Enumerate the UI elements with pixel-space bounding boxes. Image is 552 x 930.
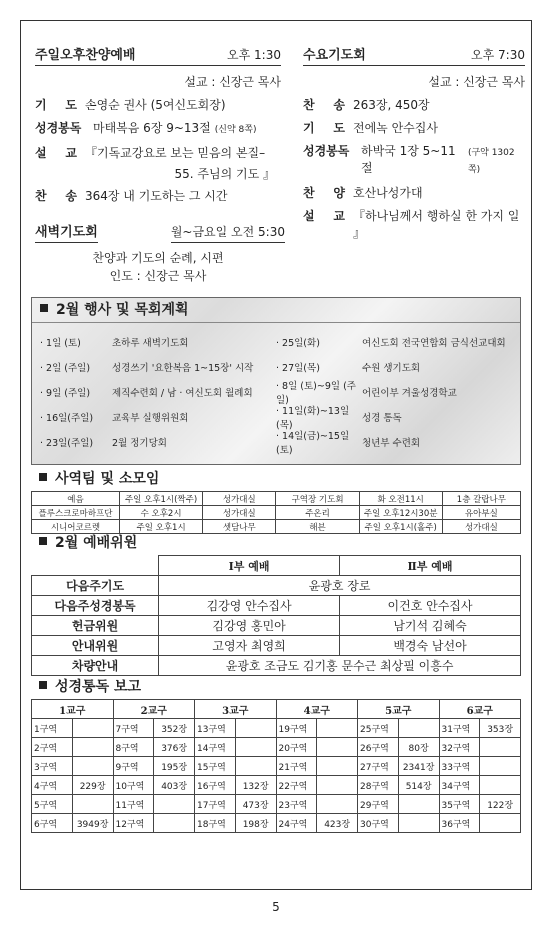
reading-header: 3교구 — [195, 700, 277, 719]
dawn-info — [35, 249, 281, 285]
service-label — [303, 208, 353, 225]
reading-group: 31구역 — [439, 719, 480, 738]
wednesday-time: 오후 7:30 — [471, 48, 525, 62]
event-date: · 27일(목) — [276, 362, 320, 374]
worship-people-1: 김강영 홍민아 — [159, 616, 340, 636]
worship-people-1: 고영자 최영희 — [159, 636, 340, 656]
reading-count: 376장 — [154, 738, 195, 757]
reading-title: 성경통독 보고 — [31, 677, 521, 697]
label-char: 도 — [65, 98, 77, 112]
service-label — [35, 120, 93, 137]
ministry-cell: 성가대실 — [442, 520, 520, 534]
reading-count — [235, 757, 276, 776]
reading-group: 4구역 — [32, 776, 73, 795]
reading-count — [72, 795, 113, 814]
ministry-table — [31, 491, 521, 534]
afternoon-worship — [35, 41, 285, 285]
label-char: 송 — [65, 189, 77, 203]
ministry-cell: 예음 — [32, 492, 120, 506]
events-title: 2월 행사 및 목회계획 — [32, 298, 520, 323]
reading-count: 423장 — [317, 814, 358, 833]
reading-group: 1구역 — [32, 719, 73, 738]
label-char: 기 — [303, 121, 315, 135]
event-date: · 23일(주일) — [40, 437, 94, 449]
reading-row — [32, 776, 521, 795]
reading-header: 6교구 — [439, 700, 521, 719]
ministry-cell: 셋담나무 — [203, 520, 276, 534]
worship-row — [32, 656, 521, 676]
event-date: · 9일 (주일) — [40, 387, 91, 399]
event-date: · 11일(화)~13일(목) — [276, 405, 350, 431]
label-char: 도 — [333, 121, 345, 135]
event-date: · 2일 (주일) — [40, 362, 91, 374]
service-label — [303, 120, 353, 137]
reading-table — [31, 699, 521, 833]
label-char: 찬 — [303, 186, 315, 200]
event-text: 제직수련회 / 남 · 여신도회 월례회 — [112, 387, 253, 399]
reading-header: 5교구 — [358, 700, 440, 719]
reading-row — [32, 757, 521, 776]
reading-row — [32, 814, 521, 833]
ministry-cell: 화 오전11시 — [359, 492, 442, 506]
dawn-title: 새벽기도회 — [35, 221, 98, 243]
ministry-cell: 주일 오후1시(짝주) — [120, 492, 203, 506]
ministry-cell: 구역장 기도회 — [276, 492, 359, 506]
label-char: 양 — [333, 186, 345, 200]
page-number: 5 — [272, 900, 280, 914]
event-date: · 8일 (토)~9일 (주일) — [276, 380, 356, 406]
events-right — [276, 329, 512, 454]
dawn-header — [35, 221, 285, 243]
label-char: 성경봉독 — [35, 121, 82, 135]
service-row — [35, 120, 281, 139]
service-row — [303, 143, 525, 179]
reading-group: 24구역 — [276, 814, 317, 833]
label-char: 찬 — [35, 189, 47, 203]
service-label — [35, 97, 85, 114]
reading-count — [154, 795, 195, 814]
worship-head-2: Ⅱ부 예배 — [340, 556, 521, 576]
reading-count: 353장 — [480, 719, 521, 738]
label-char: 송 — [333, 98, 345, 112]
reading-count — [480, 814, 521, 833]
reading-group: 18구역 — [195, 814, 236, 833]
reading-header-row — [32, 700, 521, 719]
worship-role: 차량안내 — [32, 656, 159, 676]
event-item — [40, 429, 276, 454]
ministry-row — [32, 520, 521, 534]
worship-people-1: 김강영 안수집사 — [159, 596, 340, 616]
wednesday-header — [303, 41, 525, 66]
reading-count — [398, 719, 439, 738]
reading-group: 9구역 — [113, 757, 154, 776]
event-item — [276, 329, 512, 354]
reading-count — [398, 795, 439, 814]
square-bullet-icon — [39, 537, 47, 545]
label-char: 설 — [35, 146, 47, 160]
dawn-line1: 찬양과 기도의 순례, 시편 — [92, 251, 224, 265]
service-value: 364장 내 기도하는 그 시간 — [85, 189, 228, 203]
event-item — [40, 379, 276, 404]
reading-count: 403장 — [154, 776, 195, 795]
reading-group: 12구역 — [113, 814, 154, 833]
reading-group: 33구역 — [439, 757, 480, 776]
reading-count — [480, 738, 521, 757]
reading-count: 195장 — [154, 757, 195, 776]
ministry-cell: 유아부실 — [442, 506, 520, 520]
service-label — [303, 185, 353, 202]
worship-people-2: 남기석 김혜숙 — [340, 616, 521, 636]
event-text: 청년부 수련회 — [362, 437, 421, 449]
square-bullet-icon — [39, 681, 47, 689]
event-item — [40, 404, 276, 429]
reading-group: 16구역 — [195, 776, 236, 795]
reading-count: 514장 — [398, 776, 439, 795]
worship-people-2: 이건호 안수집사 — [340, 596, 521, 616]
square-bullet-icon — [40, 304, 48, 312]
event-date: · 16일(주일) — [40, 412, 94, 424]
reading-count: 229장 — [72, 776, 113, 795]
reading-count: 473장 — [235, 795, 276, 814]
service-row — [303, 97, 525, 114]
event-item — [276, 354, 512, 379]
ministry-cell: 주온리 — [276, 506, 359, 520]
afternoon-time: 오후 1:30 — [227, 48, 281, 62]
reading-group: 19구역 — [276, 719, 317, 738]
event-date: · 1일 (토) — [40, 337, 81, 349]
reading-group: 28구역 — [358, 776, 399, 795]
reading-count — [480, 757, 521, 776]
reading-count — [235, 719, 276, 738]
reading-group: 22구역 — [276, 776, 317, 795]
service-row — [35, 97, 281, 114]
reading-count — [154, 814, 195, 833]
reading-group: 14구역 — [195, 738, 236, 757]
reading-count: 132장 — [235, 776, 276, 795]
ministry-row — [32, 506, 521, 520]
reading-group: 35구역 — [439, 795, 480, 814]
service-row — [35, 188, 281, 205]
reading-count — [72, 738, 113, 757]
event-text: 2월 정기당회 — [112, 437, 167, 449]
reading-group: 25구역 — [358, 719, 399, 738]
ministry-cell: 플루스크로마하프단 — [32, 506, 120, 520]
event-item — [276, 379, 512, 404]
reading-group: 29구역 — [358, 795, 399, 814]
label-char: 설 — [303, 209, 315, 223]
events-box — [31, 297, 521, 465]
reading-group: 26구역 — [358, 738, 399, 757]
label-char: 기 — [35, 98, 47, 112]
ministry-cell: 주일 오후1시(홀주) — [359, 520, 442, 534]
reading-group: 10구역 — [113, 776, 154, 795]
label-char: 교 — [65, 146, 77, 160]
service-label — [35, 188, 85, 205]
wednesday-preacher: 설교 : 신장근 목사 — [428, 75, 525, 89]
reading-count: 198장 — [235, 814, 276, 833]
ministry-cell: 주일 오후12시30분 — [359, 506, 442, 520]
dawn-line2: 인도 : 신장근 목사 — [109, 269, 207, 283]
event-item — [276, 429, 512, 454]
label-char: 교 — [333, 209, 345, 223]
service-value: 263장, 450장 — [353, 98, 430, 112]
reading-count — [72, 719, 113, 738]
event-text: 초하루 새벽기도회 — [112, 337, 189, 349]
ministry-cell: 해븐 — [276, 520, 359, 534]
worship-header-row — [32, 556, 521, 576]
worship-corner — [32, 556, 159, 576]
worship-role: 다음주성경봉독 — [32, 596, 159, 616]
worship-people-2: 백경숙 남선아 — [340, 636, 521, 656]
reading-header: 2교구 — [113, 700, 195, 719]
reading-row — [32, 738, 521, 757]
reading-header: 4교구 — [276, 700, 358, 719]
reading-count — [235, 738, 276, 757]
ministry-cell: 수 오후2시 — [120, 506, 203, 520]
event-item — [276, 404, 512, 429]
service-value: 호산나성가대 — [353, 186, 423, 200]
page-frame — [20, 20, 532, 890]
reading-group: 8구역 — [113, 738, 154, 757]
event-text: 성경 통독 — [362, 412, 402, 424]
reading-count — [317, 795, 358, 814]
reading-group: 7구역 — [113, 719, 154, 738]
afternoon-title: 주일오후찬양예배 — [35, 48, 136, 63]
event-text: 성경쓰기 '요한복음 1~15장' 시작 — [112, 362, 254, 374]
event-text: 수원 생기도회 — [362, 362, 421, 374]
dawn-time: 월~금요일 오전 5:30 — [171, 223, 285, 243]
worship-role: 헌금위원 — [32, 616, 159, 636]
event-item — [40, 354, 276, 379]
worship-row — [32, 636, 521, 656]
reading-count: 3949장 — [72, 814, 113, 833]
reading-row — [32, 795, 521, 814]
reading-group: 15구역 — [195, 757, 236, 776]
ministry-cell: 1층 갈랍나무 — [442, 492, 520, 506]
service-value: 『하나님께서 행하실 한 가지 일 』 — [353, 209, 520, 240]
worship-title: 2월 예배위원 — [31, 533, 521, 553]
ministry-row — [32, 492, 521, 506]
reading-group: 2구역 — [32, 738, 73, 757]
event-date: · 25일(화) — [276, 337, 320, 349]
service-value-cont: 55. 주님의 기도 』 — [174, 167, 275, 181]
reading-group: 36구역 — [439, 814, 480, 833]
reading-count — [317, 738, 358, 757]
service-value: 손영순 권사 (5여신도회장) — [85, 98, 226, 112]
service-label — [303, 143, 361, 160]
reading-count — [398, 814, 439, 833]
reading-group: 30구역 — [358, 814, 399, 833]
reading-count: 80장 — [398, 738, 439, 757]
reading-count — [317, 719, 358, 738]
ministry-title: 사역팀 및 소모임 — [31, 469, 521, 489]
reading-group: 13구역 — [195, 719, 236, 738]
event-text: 교육부 실행위원회 — [112, 412, 189, 424]
service-label — [303, 97, 353, 114]
service-label — [35, 145, 85, 162]
square-bullet-icon — [39, 473, 47, 481]
service-value: 하박국 1장 5~11절 — [361, 144, 456, 175]
label-char: 찬 — [303, 98, 315, 112]
event-item — [40, 329, 276, 354]
reading-count: 352장 — [154, 719, 195, 738]
reading-count: 122장 — [480, 795, 521, 814]
page-ref: (구약 1302쪽) — [467, 148, 515, 175]
worship-row — [32, 616, 521, 636]
event-text: 여신도회 전국연합회 금식선교대회 — [362, 337, 506, 349]
reading-group: 3구역 — [32, 757, 73, 776]
ministry-cell: 주일 오후1시 — [120, 520, 203, 534]
reading-count — [317, 776, 358, 795]
reading-count — [317, 757, 358, 776]
reading-row — [32, 719, 521, 738]
service-value: 마태복음 6장 9~13절 — [93, 121, 211, 135]
reading-group: 11구역 — [113, 795, 154, 814]
ministry-cell: 성가대실 — [203, 506, 276, 520]
wednesday-title: 수요기도회 — [303, 48, 366, 63]
reading-count — [72, 757, 113, 776]
service-row — [303, 185, 525, 202]
events-left — [40, 329, 276, 454]
worship-row — [32, 596, 521, 616]
service-value: 『기독교강요로 보는 믿음의 본질– — [85, 146, 266, 160]
ministry-cell: 성가대실 — [203, 492, 276, 506]
reading-group: 5구역 — [32, 795, 73, 814]
service-row — [303, 208, 525, 242]
ministry-cell: 시니어코르렛 — [32, 520, 120, 534]
service-row — [35, 145, 281, 162]
worship-people: 윤광호 조금도 김기홍 문수근 최상필 이흥수 — [159, 656, 521, 676]
reading-group: 27구역 — [358, 757, 399, 776]
page-ref: (신약 8쪽) — [214, 125, 257, 135]
worship-table — [31, 555, 521, 676]
worship-people: 윤광호 장로 — [159, 576, 521, 596]
worship-row — [32, 576, 521, 596]
label-char: 성경봉독 — [303, 144, 350, 158]
reading-group: 21구역 — [276, 757, 317, 776]
reading-header: 1교구 — [32, 700, 114, 719]
reading-count — [480, 776, 521, 795]
reading-group: 34구역 — [439, 776, 480, 795]
reading-group: 32구역 — [439, 738, 480, 757]
service-row — [303, 120, 525, 137]
afternoon-header — [35, 41, 281, 66]
worship-role: 안내위원 — [32, 636, 159, 656]
event-date: · 14일(금)~15일(토) — [276, 430, 350, 456]
afternoon-preacher: 설교 : 신장근 목사 — [184, 75, 281, 89]
reading-count: 2341장 — [398, 757, 439, 776]
reading-group: 20구역 — [276, 738, 317, 757]
wednesday-prayer — [303, 41, 525, 315]
reading-group: 6구역 — [32, 814, 73, 833]
worship-role: 다음주기도 — [32, 576, 159, 596]
event-text: 어린이부 겨울성경학교 — [362, 387, 457, 399]
service-value: 전에녹 안수집사 — [353, 121, 438, 135]
reading-group: 17구역 — [195, 795, 236, 814]
worship-head-1: Ⅰ부 예배 — [159, 556, 340, 576]
reading-group: 23구역 — [276, 795, 317, 814]
